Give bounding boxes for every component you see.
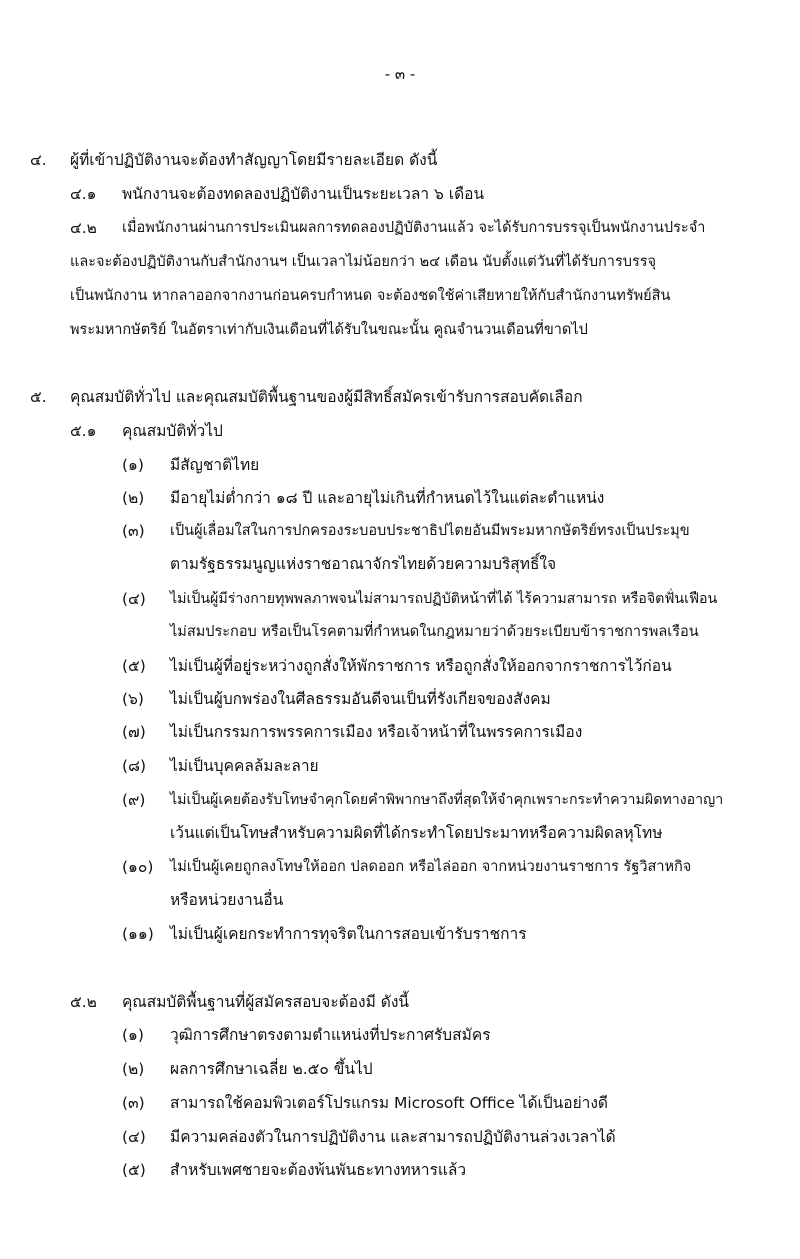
list-item-text: ไม่เป็นกรรมการพรรคการเมือง หรือเจ้าหน้าที่ในพรรคการเมือง <box>170 723 583 741</box>
sub-5-1-title: คุณสมบัติทั่วไป <box>122 422 223 440</box>
sub-5-2-number: ๕.๒ <box>70 993 97 1011</box>
item-4-2-line-3: เป็นพนักงาน หากลาออกจากงานก่อนครบกำหนด จะต้องชดใช้ค่าเสียหายให้กับสำนักงานทรัพย์สิน <box>70 288 671 304</box>
list-item-text: มีความคล่องตัวในการปฏิบัติงาน และสามารถปฏิบัติงานล่วงเวลาได้ <box>170 1128 616 1146</box>
item-4-2-line-1: เมื่อพนักงานผ่านการประเมินผลการทดลองปฏิบัติงานแล้ว จะได้รับการบรรจุเป็นพนักงานประจำ <box>122 220 706 236</box>
list-item-number: (๘) <box>122 757 147 775</box>
section-5-title: คุณสมบัติทั่วไป และคุณสมบัติพื้นฐานของผู้มีสิทธิ์สมัครเข้ารับการสอบคัดเลือก <box>70 388 583 406</box>
list-item-text: ผลการศึกษาเฉลี่ย ๒.๕๐ ขึ้นไป <box>170 1060 373 1078</box>
list-item-text: ไม่เป็นผู้เคยกระทำการทุจริตในการสอบเข้ารับราชการ <box>170 925 527 943</box>
list-item-number: (๒) <box>122 489 145 507</box>
list-item-number: (๑) <box>122 1026 144 1044</box>
list-item-text: สามารถใช้คอมพิวเตอร์โปรแกรม Microsoft Office ได้เป็นอย่างดี <box>170 1094 608 1112</box>
list-item-number: (๖) <box>122 690 144 708</box>
list-item-number: (๔) <box>122 590 146 608</box>
list-item-text: ไม่เป็นบุคคลล้มละลาย <box>170 757 319 775</box>
item-4-2-line-4: พระมหากษัตริย์ ในอัตราเท่ากับเงินเดือนที่ได้รับในขณะนั้น คูณจำนวนเดือนที่ขาดไป <box>70 322 588 338</box>
list-item-number: (๗) <box>122 723 146 741</box>
list-item-text: หรือหน่วยงานอื่น <box>170 891 284 909</box>
item-4-1-text: พนักงานจะต้องทดลองปฏิบัติงานเป็นระยะเวลา ๖ เดือน <box>122 185 485 203</box>
list-item-text: วุฒิการศึกษาตรงตามตำแหน่งที่ประกาศรับสมัคร <box>170 1026 491 1044</box>
list-item-number: (๕) <box>122 1161 146 1179</box>
section-4-title: ผู้ที่เข้าปฏิบัติงานจะต้องทำสัญญาโดยมีรายละเอียด ดังนี้ <box>70 151 438 169</box>
list-item-number: (๙) <box>122 791 146 809</box>
list-item-text: ไม่เป็นผู้มีร่างกายทุพพลภาพจนไม่สามารถปฏิบัติหน้าที่ได้ ไร้ความสามารถ หรือจิตฟั่นเฟือน <box>170 591 718 607</box>
list-item-text: ไม่เป็นผู้บกพร่องในศีลธรรมอันดีจนเป็นที่รังเกียจของสังคม <box>170 690 551 708</box>
item-4-2-line-2: และจะต้องปฏิบัติงานกับสำนักงานฯ เป็นเวลาไม่น้อยกว่า ๒๔ เดือน นับตั้งแต่วันที่ได้รับการบรรจุ <box>70 254 657 270</box>
list-item-number: (๑๑) <box>122 925 154 943</box>
list-item-number: (๓) <box>122 522 145 540</box>
list-item-text: ไม่เป็นผู้เคยต้องรับโทษจำคุกโดยคำพิพากษาถึงที่สุดให้จำคุกเพราะกระทำความผิดทางอาญา <box>170 792 724 808</box>
list-item-text: ตามรัฐธรรมนูญแห่งราชอาณาจักรไทยด้วยความบริสุทธิ์ใจ <box>170 555 557 573</box>
item-4-1-number: ๔.๑ <box>70 185 97 203</box>
sub-5-2-title: คุณสมบัติพื้นฐานที่ผู้สมัครสอบจะต้องมี ดังนี้ <box>122 993 409 1011</box>
list-item-text: ไม่เป็นผู้ที่อยู่ระหว่างถูกสั่งให้พักราชการ หรือถูกสั่งให้ออกจากราชการไว้ก่อน <box>170 657 672 675</box>
list-item-text: เว้นแต่เป็นโทษสำหรับความผิดที่ได้กระทำโดยประมาทหรือความผิดลหุโทษ <box>170 824 663 842</box>
section-5-number: ๕. <box>30 388 47 406</box>
list-item-text: เป็นผู้เลื่อมใสในการปกครองระบอบประชาธิปไตยอันมีพระมหากษัตริย์ทรงเป็นประมุข <box>170 523 690 539</box>
list-item-text: มีสัญชาติไทย <box>170 456 260 474</box>
page-number: - ๓ - <box>384 65 416 83</box>
list-item-number: (๑) <box>122 456 144 474</box>
list-item-text: สำหรับเพศชายจะต้องพ้นพันธะทางทหารแล้ว <box>170 1161 467 1179</box>
list-item-number: (๔) <box>122 1128 146 1146</box>
list-item-text: มีอายุไม่ต่ำกว่า ๑๘ ปี และอายุไม่เกินที่กำหนดไว้ในแต่ละตำแหน่ง <box>170 489 605 507</box>
list-item-text: ไม่สมประกอบ หรือเป็นโรคตามที่กำหนดในกฎหมายว่าด้วยระเบียบข้าราชการพลเรือน <box>170 624 699 640</box>
section-4-number: ๔. <box>30 151 47 169</box>
list-item-number: (๑๐) <box>122 858 154 876</box>
list-item-number: (๕) <box>122 657 146 675</box>
list-item-text: ไม่เป็นผู้เคยถูกลงโทษให้ออก ปลดออก หรือไล่ออก จากหน่วยงานราชการ รัฐวิสาหกิจ <box>170 859 692 875</box>
list-item-number: (๒) <box>122 1060 145 1078</box>
list-item-number: (๓) <box>122 1094 145 1112</box>
item-4-2-number: ๔.๒ <box>70 219 97 237</box>
sub-5-1-number: ๕.๑ <box>70 422 97 440</box>
